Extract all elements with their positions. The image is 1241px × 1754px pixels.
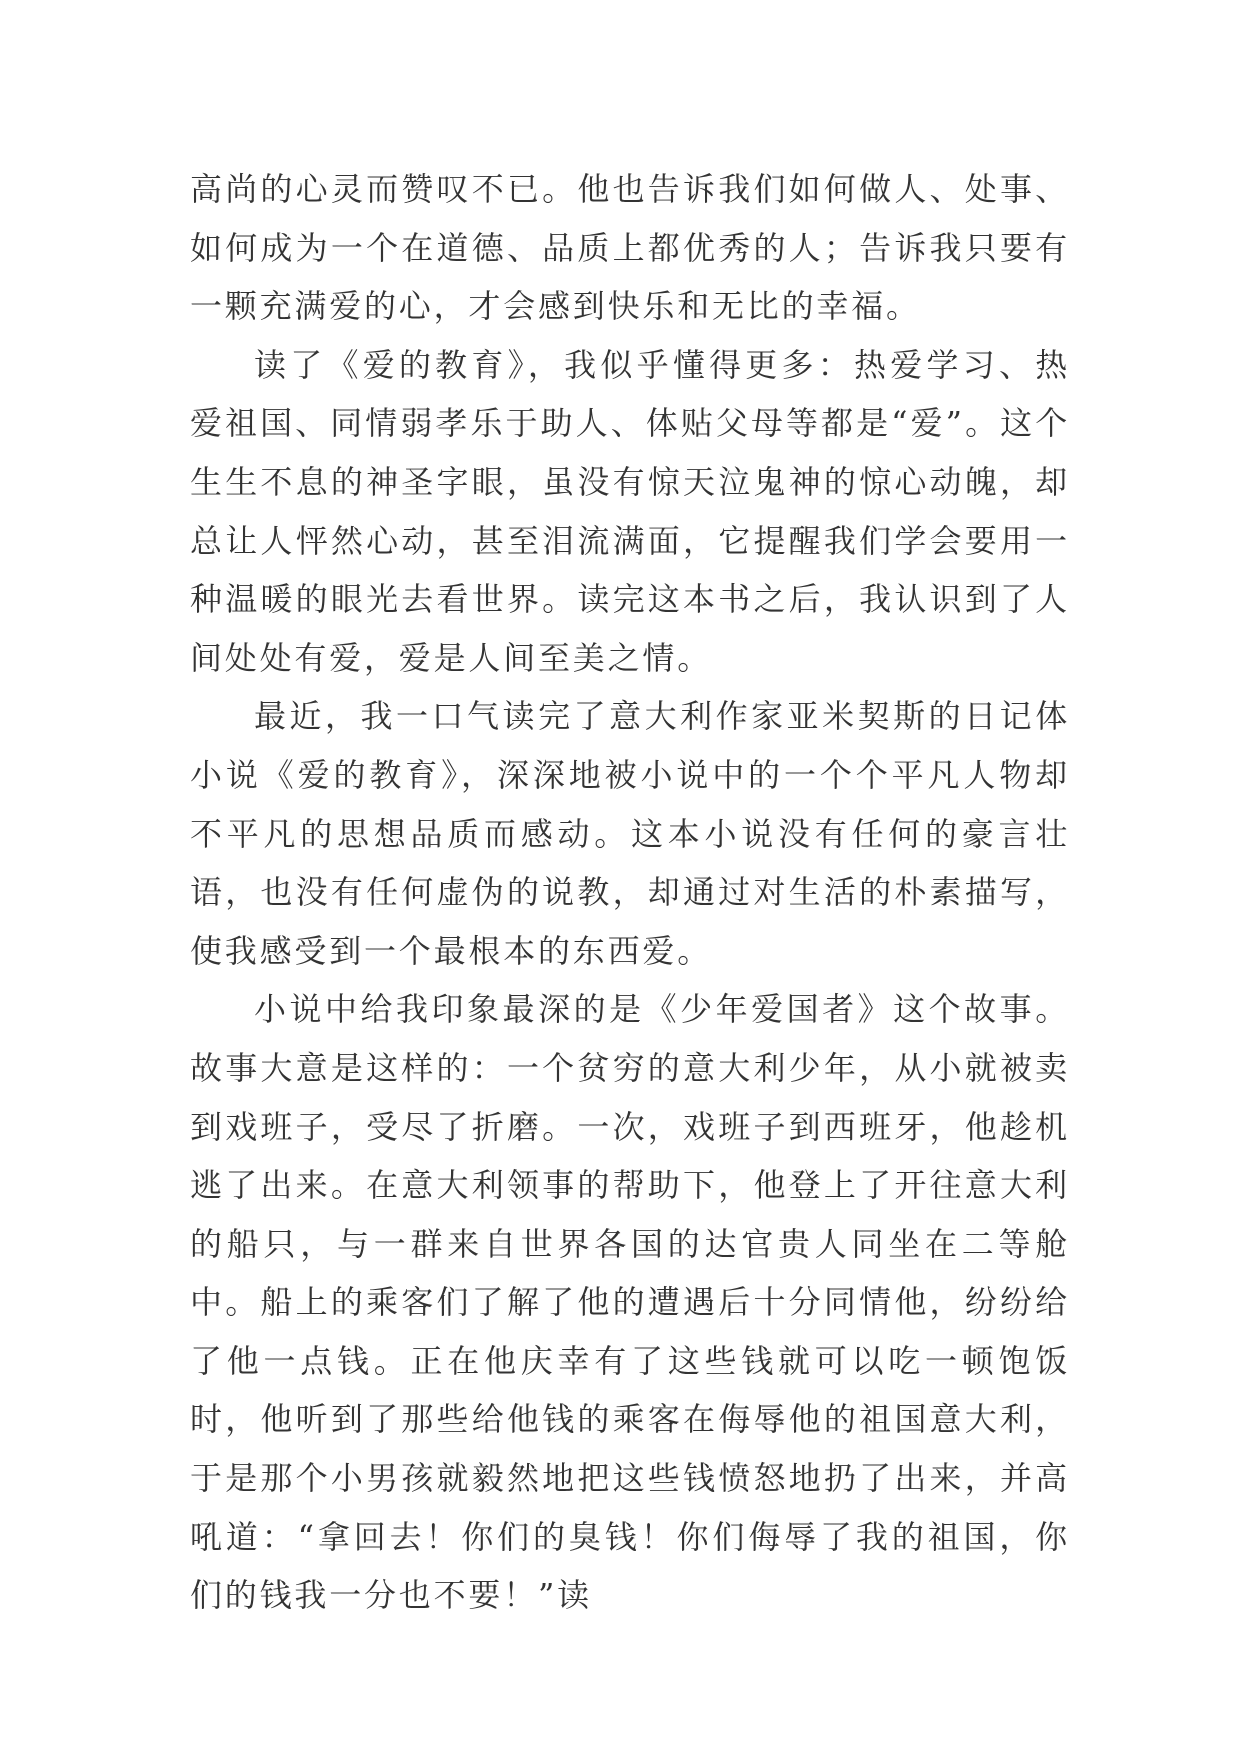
paragraph-1: 高尚的心灵而赞叹不已。他也告诉我们如何做人、处事、如何成为一个在道德、品质上都优秀的人；告诉我只要有一颗充满爱的心，才会感到快乐和无比的幸福。	[190, 170, 1070, 326]
document-body	[190, 160, 1070, 1625]
paragraph-3: 最近，我一口气读完了意大利作家亚米契斯的日记体小说《爱的教育》，深深地被小说中的一个个平凡人物却不平凡的思想品质而感动。这本小说没有任何的豪言壮语，也没有任何虚伪的说教，却通过对生活的朴素描写，使我感受到一个最根本的东西爱。	[190, 697, 1070, 970]
paragraph-2: 读了《爱的教育》，我似乎懂得更多：热爱学习、热爱祖国、同情弱孝乐于助人、体贴父母等都是“爱”。这个生生不息的神圣字眼，虽没有惊天泣鬼神的惊心动魄，却总让人怦然心动，甚至泪流满面，它提醒我们学会要用一种温暖的眼光去看世界。读完这本书之后，我认识到了人间处处有爱，爱是人间至美之情。	[190, 345, 1070, 677]
paragraph-4: 小说中给我印象最深的是《少年爱国者》这个故事。故事大意是这样的：一个贫穷的意大利少年，从小就被卖到戏班子，受尽了折磨。一次，戏班子到西班牙，他趁机逃了出来。在意大利领事的帮助下，他登上了开往意大利的船只，与一群来自世界各国的达官贵人同坐在二等舱中。船上的乘客们了解了他的遭遇后十分同情他，纷纷给了他一点钱。正在他庆幸有了这些钱就可以吃一顿饱饭时，他听到了那些给他钱的乘客在侮辱他的祖国意大利，于是那个小男孩就毅然地把这些钱愤怒地扔了出来，并高吼道：“拿回去！你们的臭钱！你们侮辱了我的祖国，你们的钱我一分也不要！”读	[190, 990, 1070, 1615]
